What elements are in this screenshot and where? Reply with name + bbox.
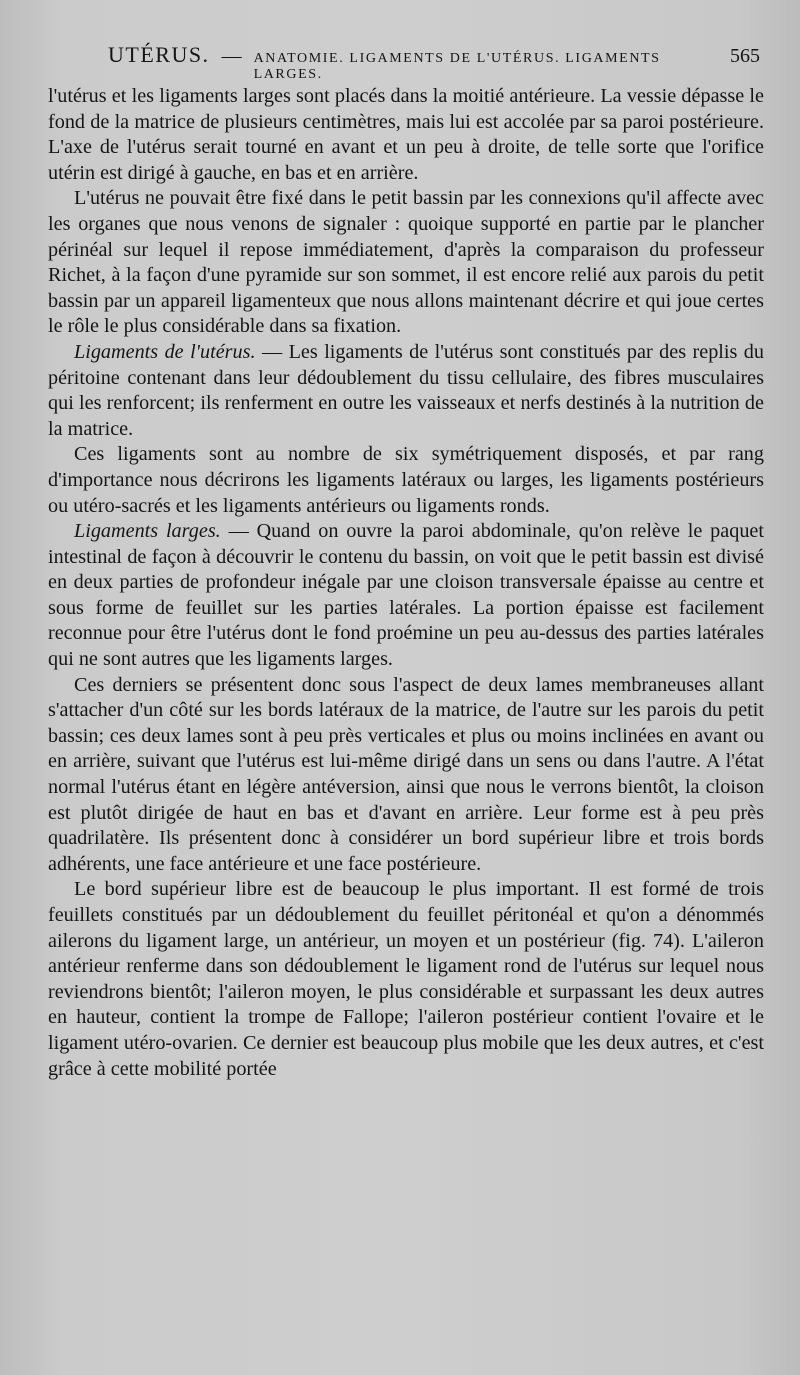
body-text (48, 84, 764, 1082)
paragraph-3 (48, 340, 764, 442)
section-heading-ligaments-larges: Ligaments larges. (74, 520, 221, 543)
running-head (48, 42, 764, 82)
paragraph-7 (48, 877, 764, 1082)
paragraph-text: Ces ligaments sont au nombre de six symétriquement disposés, et par rang d'importance nous décrirons les ligaments latéraux ou larges, les ligaments postérieurs ou utéro-sacrés et les ligaments antérieurs ou ligaments ronds. (48, 443, 764, 517)
paragraph-text: l'utérus et les ligaments larges sont placés dans la moitié antérieure. La vessie dépasse le fond de la matrice de plusieurs centimètres, mais lui est accolée par sa paroi postérieure. L'axe de l'utérus serait tourné en avant et un peu à droite, de telle sorte que l'orifice utérin est dirigé à gauche, en bas et en arrière. (48, 85, 764, 184)
paragraph-4 (48, 442, 764, 519)
page-number: 565 (730, 45, 760, 67)
paragraph-text: Ces derniers se présentent donc sous l'aspect de deux lames membraneuses allant s'attacher d'un côté sur les bords latéraux de la matrice, de l'autre sur les parois du petit bassin; ces deux lames sont à peu près verticales et plus ou moins inclinées en avant ou en arrière, suivant que l'utérus est lui-même dirigé dans un sens ou dans l'autre. A l'état normal l'utérus étant en légère antéversion, ainsi que nous le verrons bientôt, la cloison est plutôt dirigée de haut en bas et d'avant en arrière. Leur forme est à peu près quadrilatère. Ils présentent donc à considérer un bord supérieur libre et trois bords adhérents, une face antérieure et une face postérieure. (48, 673, 764, 875)
paragraph-text: L'utérus ne pouvait être fixé dans le petit bassin par les connexions qu'il affecte avec les organes que nous venons de signaler : quoique supporté en partie par le plancher périnéal sur lequel il repose immédiatement, d'après la comparaison du professeur Richet, à la façon d'une pyramide sur son sommet, il est encore relié aux parois du petit bassin par un appareil ligamenteux que nous allons maintenant décrire et qui joue certes le rôle le plus considérable dans sa fixation. (48, 187, 764, 338)
running-head-subtitle: ANATOMIE. LIGAMENTS DE L'UTÉRUS. LIGAMENTS LARGES. (253, 51, 661, 82)
paragraph-2 (48, 186, 764, 340)
paragraph-5 (48, 519, 764, 673)
paragraph-text: — Les ligaments de l'utérus sont constitués par des replis du péritoine contenant dans leur dédoublement du tissu cellulaire, des fibres musculaires qui les renforcent; ils renferment en outre les vaisseaux et nerfs destinés à la nutrition de la matrice. (48, 340, 764, 440)
paragraph-text: — Quand on ouvre la paroi abdominale, qu'on relève le paquet intestinal de façon à découvrir le contenu du bassin, on voit que le petit bassin est divisé en deux parties de profondeur inégale par une cloison transversale épaisse au centre et sous forme de feuillet sur les parties latérales. La portion épaisse est facilement reconnue pour être l'utérus dont le fond proémine un peu au-dessus des parties latérales qui ne sont autres que les ligaments larges. (48, 520, 764, 671)
section-heading-ligaments-uterus: Ligaments de l'utérus. (74, 340, 256, 363)
paragraph-1 (48, 84, 764, 186)
running-head-title: UTÉRUS. (108, 42, 210, 67)
paragraph-6 (48, 673, 764, 878)
paragraph-text: Le bord supérieur libre est de beaucoup le plus important. Il est formé de trois feuillets constitués par un dédoublement du feuillet péritonéal et qu'on a dénommés ailerons du ligament large, un antérieur, un moyen et un postérieur (fig. 74). L'aileron antérieur renferme dans son dédoublement le ligament rond de l'utérus sur lequel nous reviendrons bientôt; l'aileron moyen, le plus considérable et surpassant les deux autres en hauteur, contient la trompe de Fallope; l'aileron postérieur contient l'ovaire et le ligament utéro-ovarien. Ce dernier est beaucoup plus mobile que les deux autres, et c'est grâce à cette mobilité portée (48, 878, 764, 1080)
running-head-dash: — (221, 45, 242, 67)
